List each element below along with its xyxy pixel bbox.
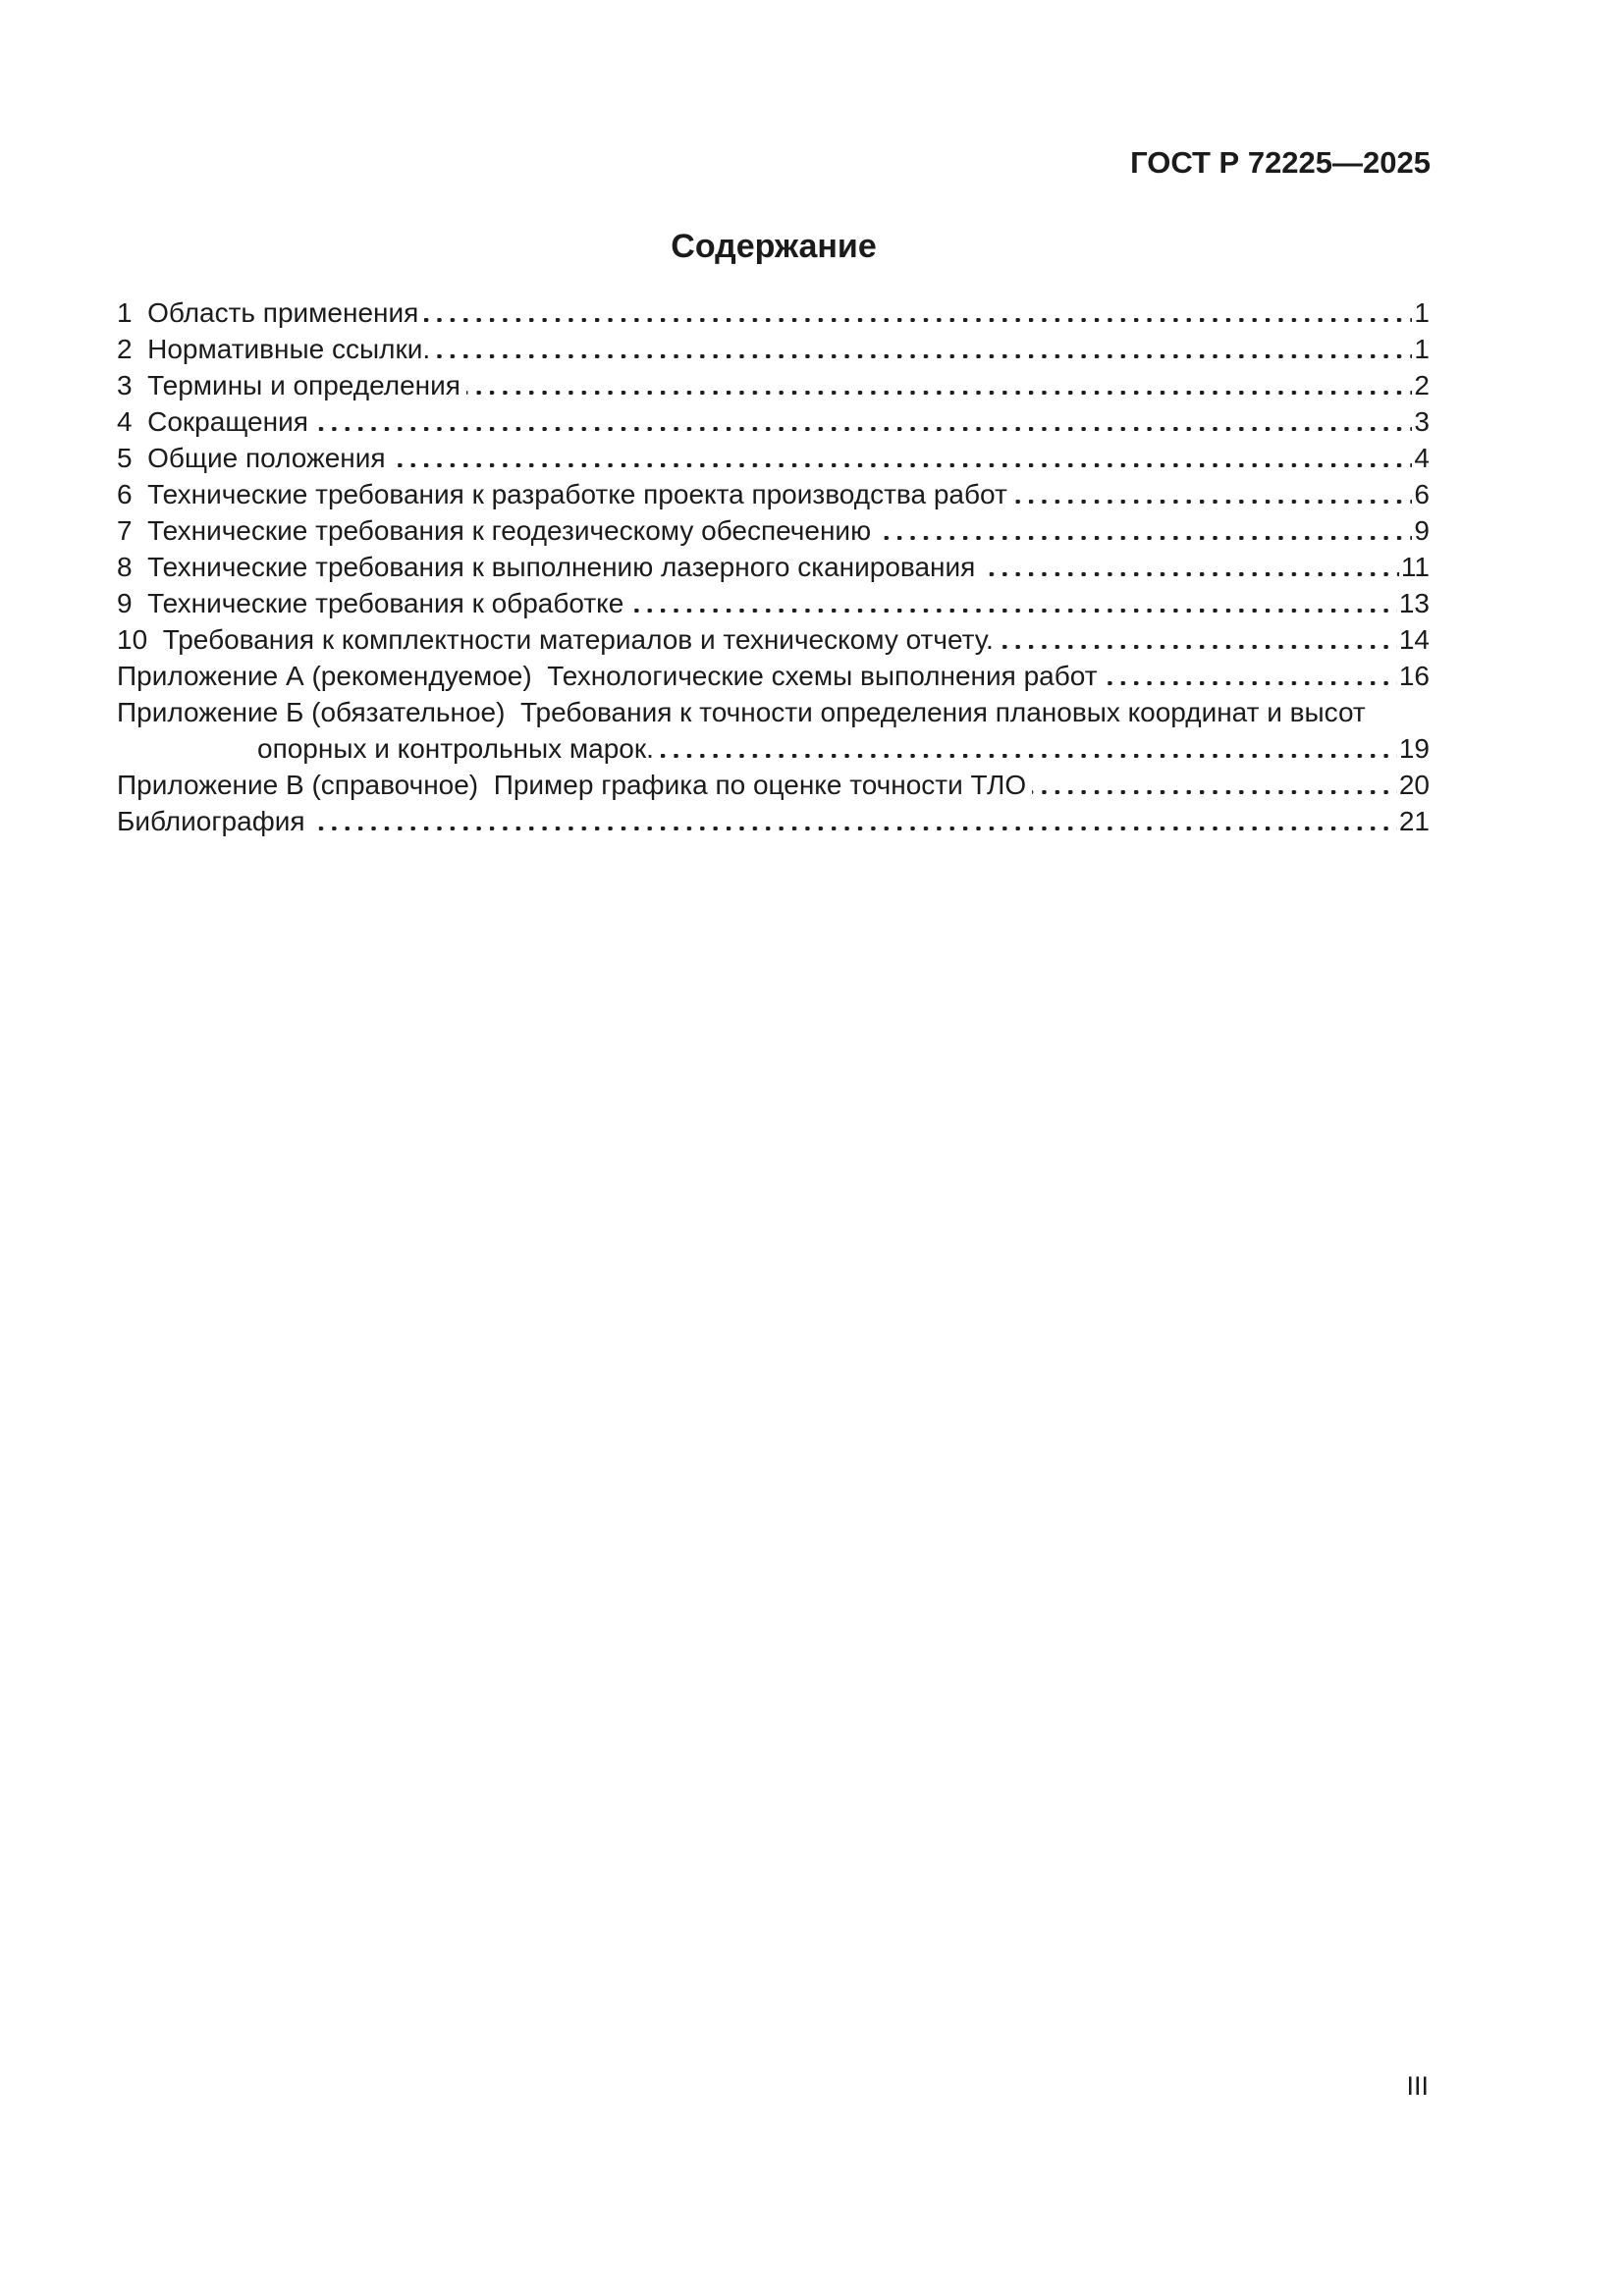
toc-entry-label: 2 Нормативные ссылки. xyxy=(117,331,436,367)
toc-entry-label: Приложение А (рекомендуемое) Технологические схемы выполнения работ xyxy=(117,658,1104,694)
toc-entry-label: 5 Общие положения xyxy=(117,440,392,476)
toc-entry xyxy=(117,658,1430,694)
toc-entry-label: 10 Требования к комплектности материалов и техническому отчету. xyxy=(117,621,1000,658)
toc-entry-page: 1 xyxy=(1412,331,1430,367)
toc-entry-page: 20 xyxy=(1397,767,1430,803)
toc-entry-page: 11 xyxy=(1399,549,1430,585)
toc-entry xyxy=(117,476,1430,512)
toc-entry xyxy=(117,294,1430,331)
toc-entry-page: 19 xyxy=(1397,730,1430,767)
toc-entry-label: Приложение В (справочное) Пример графика по оценке точности ТЛО xyxy=(117,767,1032,803)
toc-entry-label: 4 Сокращения xyxy=(117,403,314,440)
doc-number-header: ГОСТ Р 72225—2025 xyxy=(1130,145,1431,180)
toc-entry-label: 9 Технические требования к обработке xyxy=(117,585,629,621)
toc-title: Содержание xyxy=(671,228,877,265)
toc-entry-label: 3 Термины и определения xyxy=(117,367,466,403)
toc-entry xyxy=(117,440,1430,476)
toc-entry xyxy=(117,621,1430,658)
toc-list xyxy=(117,294,1430,839)
toc-entry xyxy=(117,512,1430,549)
toc-entry-page: 2 xyxy=(1412,367,1430,403)
toc-entry-label: Библиография xyxy=(117,803,311,839)
toc-entry-page: 1 xyxy=(1412,294,1430,331)
toc-entry xyxy=(117,549,1430,585)
toc-entry-label: Приложение Б (обязательное) Требования к точности определения плановых координат и высот xyxy=(117,694,1372,730)
toc-entry-page: 4 xyxy=(1412,440,1430,476)
toc-entry xyxy=(117,694,1430,730)
toc-entry-label: опорных и контрольных марок. xyxy=(117,730,660,767)
toc-entry xyxy=(117,331,1430,367)
toc-entry-page: 14 xyxy=(1397,621,1430,658)
toc-entry xyxy=(117,767,1430,803)
toc-entry xyxy=(117,730,1430,767)
toc-entry-page: 13 xyxy=(1397,585,1430,621)
toc-entry-page: 9 xyxy=(1412,512,1430,549)
toc-entry-label: 8 Технические требования к выполнению лазерного сканирования xyxy=(117,549,981,585)
footer-page-number: III xyxy=(1406,2071,1429,2101)
toc-entry-page: 16 xyxy=(1397,658,1430,694)
toc-entry-page: 6 xyxy=(1412,476,1430,512)
toc-entry-page: 21 xyxy=(1397,803,1430,839)
toc-entry-page: 3 xyxy=(1412,403,1430,440)
toc-entry xyxy=(117,803,1430,839)
toc-entry-label: 6 Технические требования к разработке проекта производства работ xyxy=(117,476,1013,512)
toc-entry xyxy=(117,403,1430,440)
toc-entry-label: 1 Область применения xyxy=(117,294,424,331)
toc-entry xyxy=(117,367,1430,403)
toc-entry xyxy=(117,585,1430,621)
toc-entry-label: 7 Технические требования к геодезическому обеспечению xyxy=(117,512,877,549)
